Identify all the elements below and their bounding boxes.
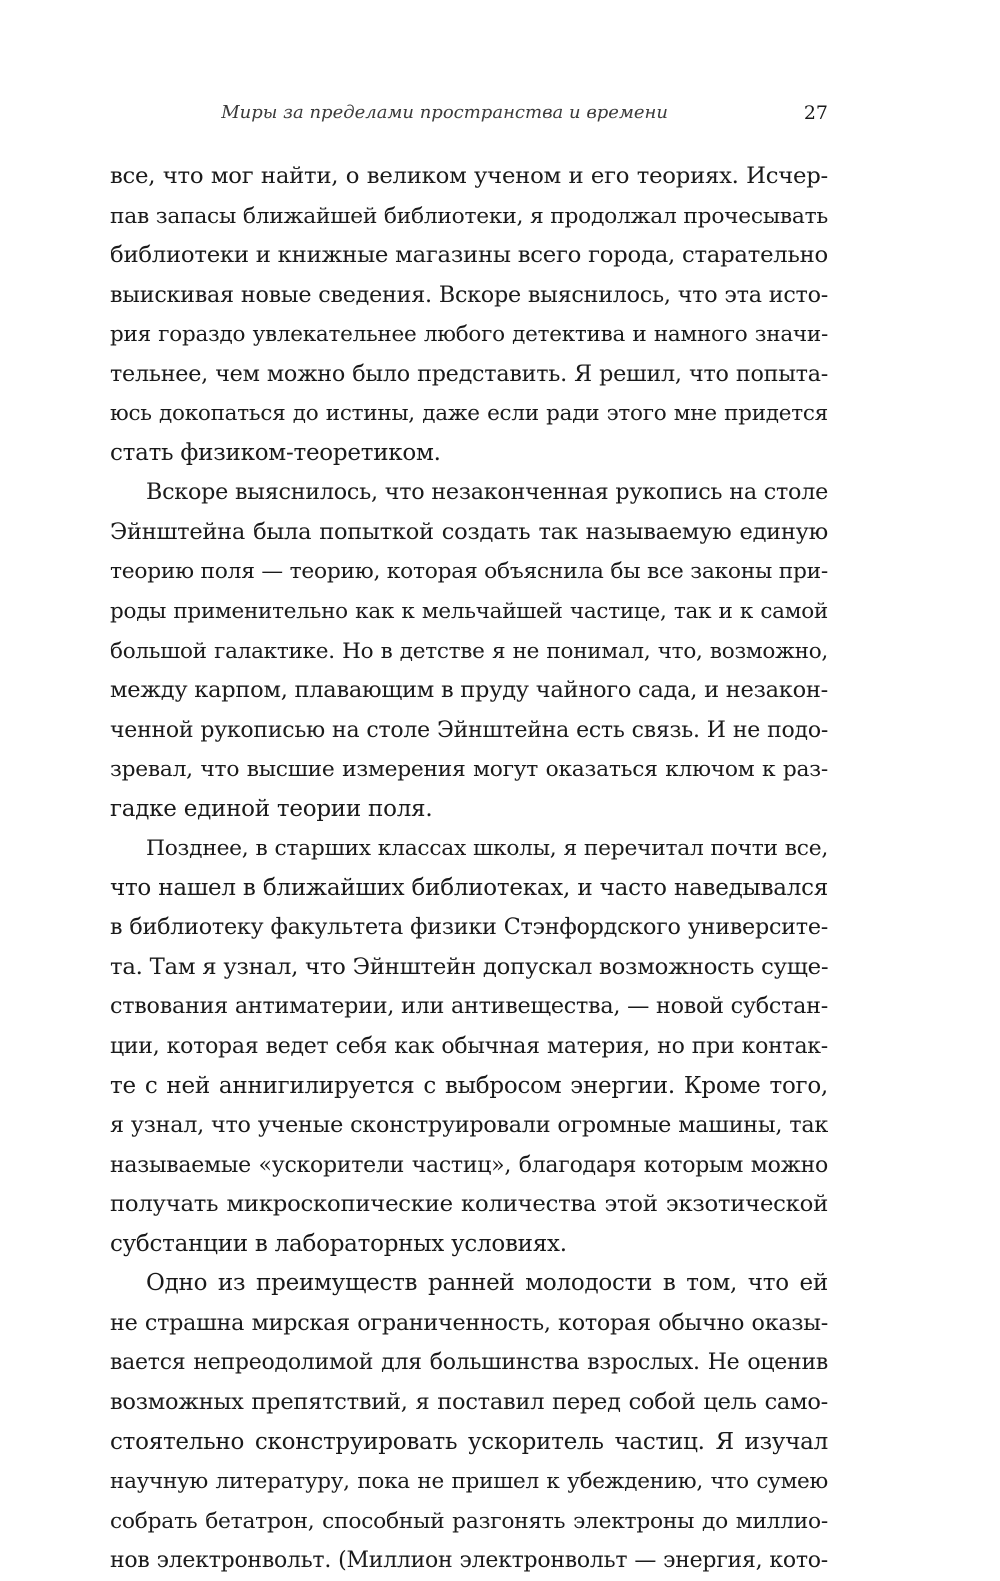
text-line: ствования антиматерии, или антивещества, — новой субстан-	[110, 993, 828, 1020]
paragraph-2	[110, 473, 828, 829]
text-line: выискивая новые сведения. Вскоре выяснилось, что эта исто-	[110, 281, 828, 308]
text-line: юсь докопаться до истины, даже если ради этого мне придется	[110, 401, 828, 427]
text-line: получать микроскопические количества этой экзотической	[110, 1191, 828, 1218]
text-line: в библиотеку факультета физики Стэнфордского университе-	[110, 914, 828, 941]
text-line: не страшна мирская ограниченность, которая обычно оказы-	[110, 1309, 828, 1336]
text-line: теорию поля — теорию, которая объяснила бы все законы при-	[110, 559, 828, 585]
running-head	[110, 100, 828, 132]
text-line: вается непреодолимой для большинства взрослых. Не оценив	[110, 1350, 828, 1376]
text-line: научную литературу, пока не пришел к убеждению, что сумею	[110, 1469, 828, 1495]
text-line: рия гораздо увлекательнее любого детектива и намного значи-	[110, 322, 828, 348]
text-line: между карпом, плавающим в пруду чайного сада, и незакон-	[110, 677, 828, 704]
text-line: все, что мог найти, о великом ученом и его теориях. Исчер-	[110, 163, 828, 189]
text-line: стоятельно сконструировать ускоритель частиц. Я изучал	[110, 1428, 828, 1455]
page-number: 27	[803, 102, 828, 124]
text-line: возможных препятствий, я поставил перед собой цель само-	[110, 1388, 828, 1415]
text-line: гадке единой теории поля.	[110, 795, 433, 822]
text-line: называемые «ускорители частиц», благодаря которым можно	[110, 1152, 828, 1178]
text-line: ции, которая ведет себя как обычная материя, но при контак-	[110, 1034, 828, 1060]
text-line: Эйнштейна была попыткой создать так называемую единую	[110, 518, 828, 545]
text-line: Вскоре выяснилось, что незаконченная рукопись на столе	[146, 479, 828, 506]
paragraph-1	[110, 157, 828, 473]
text-line: что нашел в ближайших библиотеках, и часто наведывался	[110, 874, 828, 901]
text-line: тельнее, чем можно было представить. Я решил, что попыта-	[110, 360, 828, 387]
paragraph-3	[110, 829, 828, 1264]
text-line: я узнал, что ученые сконструировали огромные машины, так	[110, 1112, 828, 1139]
text-line: роды применительно как к мельчайшей частице, так и к самой	[110, 599, 828, 625]
text-line: нов электронвольт. (Миллион электронвольт — энергия, кото-	[110, 1548, 828, 1574]
text-line: Одно из преимуществ ранней молодости в том, что ей	[146, 1270, 828, 1297]
text-line: стать физиком-теоретиком.	[110, 439, 441, 466]
body-text	[110, 157, 828, 1581]
text-line: собрать бетатрон, способный разгонять электроны до миллио-	[110, 1508, 828, 1534]
text-line: та. Там я узнал, что Эйнштейн допускал возможность суще-	[110, 953, 829, 980]
text-line: зревал, что высшие измерения могут оказаться ключом к раз-	[110, 757, 828, 783]
text-line: те с ней аннигилируется с выбросом энергии. Кроме того,	[110, 1072, 828, 1099]
text-line: пав запасы ближайшей библиотеки, я продолжал прочесывать	[110, 203, 828, 229]
text-line: большой галактике. Но в детстве я не понимал, что, возможно,	[110, 638, 828, 664]
running-head-title: Миры за пределами пространства и времени	[221, 102, 668, 123]
text-line: ченной рукописью на столе Эйнштейна есть связь. И не подо-	[110, 717, 828, 743]
text-line: библиотеки и книжные магазины всего города, старательно	[110, 242, 828, 269]
paragraph-4	[110, 1264, 828, 1580]
text-line: Позднее, в старших классах школы, я перечитал почти все,	[146, 836, 828, 862]
text-line: субстанции в лабораторных условиях.	[110, 1230, 567, 1257]
